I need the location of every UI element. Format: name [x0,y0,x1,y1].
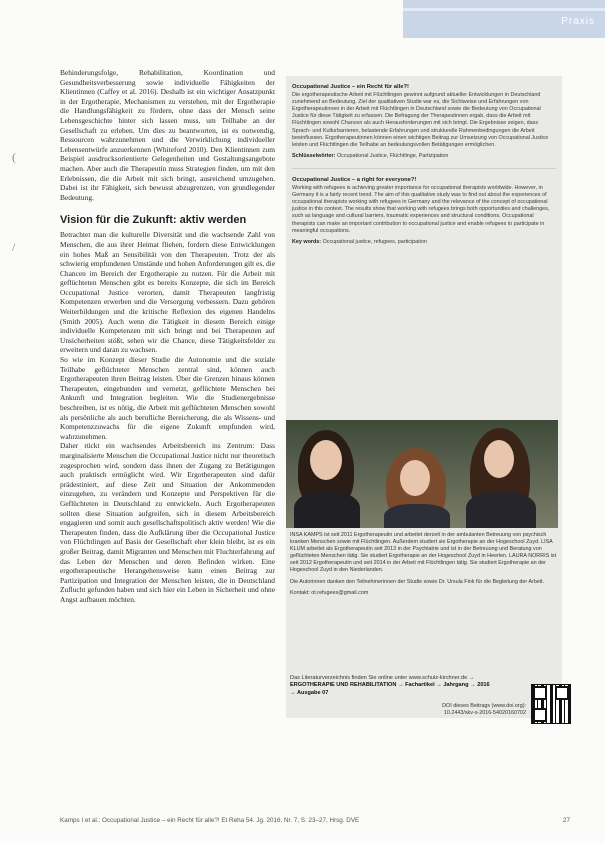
doi-label: DOI dieses Beitrags (www.doi.org): [442,703,526,709]
author-bio-text: INSA KAMPS ist seit 2011 Ergotherapeutin und arbeitet derzeit in der ambulanten Betreuung von psychisch kranken Menschen sowie mit Flüchtlingen. Außerdem studiert sie Ergotherapie an der Hogeschool Zuyd. LISA KLUM arbeitet als Ergotherapeutin seit 2013 in der Psychiatrie und ist in der Betreuung und Beratung von geflüchteten Menschen tätig. Sie studiert Ergotherapie an der Hogeschool Zuyd in Heerlen. LAURA NORRIS ist seit 2012 Ergotherapeutin und seit 2014 in der Arbeit mit Flüchtlingen tätig. Sie studiert Ergotherapie an der Hogeschool Zuyd in den Niederlanden. [290,532,557,574]
doi-value: 10.2443/skv-s-2016-54020160702 [443,710,526,716]
margin-mark: / [12,240,16,254]
body-paragraph: Daher rückt ein wachsendes Arbeitsbereich ins Zentrum: Dass marginalisierte Menschen die Occupational Justice nicht nur theoretisch zugesprochen wird, sondern dass ihnen der Zugang zu Betätigungen auch praktisch ermöglicht wird. Wir Ergotherapeuten sind dafür prädestiniert, auf diese Zeit und Situation der Ankommenden einzugehen, zu verändern und Konzepte und Perspektiven für die Geflüchteten in Deutschland zu entwickeln. Auch Ergotherapeuten sollten diese Situation aufgreifen, sich in diesem Arbeitsbereich engagieren und somit auch gesellschaftspolitisch aktiv werden! Wie die Therapeuten finden, dass die Aufklärung über die Occupational Justice von Flüchtlingen auf Basis der Gesellschaft eher klein bleibt, ist es ein großer Beitrag, damit Migranten und Menschen mit Fluchterfahrung auf das Leben der Menschen und deren Befinden wirken. Eine ergotherapeutische Herangehensweise kann einen Beitrag zur Partizipation und Integration der Menschen leisten, die in Deutschland Zuflucht gefunden haben und sich hier ein Leben in Sicherheit und ohne Angst aufbauen möchten. [60,441,275,604]
keywords-value-en: Occupational justice, refugees, participation [322,238,427,245]
page-footer [60,817,570,824]
margin-mark: ( [12,150,16,164]
author-bios [290,532,558,597]
section-heading: Vision für die Zukunft: aktiv werden [60,214,247,227]
doi-block [380,703,526,717]
abstract-title-de: Occupational Justice – ein Recht für alle?! [292,84,409,90]
divider [292,168,556,169]
author-photo [286,420,558,528]
body-paragraph: So wie im Konzept dieser Studie die Autonomie und die soziale Teilhabe geflüchteter Menschen zentral sind, können auch Ergotherapeuten ihren Beitrag leisten. Über die Grenzen hinaus können Therapeuten, eingebunden und vernetzt, geflüchtete Menschen bei Ankunft und Integration begleiten. Wie die Studienergebnisse beschreiben, ist es nötig, die Arbeit mit geflüchteten Menschen sowohl als persönliche als auch berufliche Bereicherung, die als Wissens- und Kompetenzzuwachs für die eigene Zukunft empfunden wird, wahrzunehmen. [60,355,275,441]
abstract-text-en: Working with refugees is achieving greater importance for occupational therapists worldwide. However, in Germany it is a fairly recent trend. The aim of this qualitative study was to find out about the experiences of occupational therapists working with refugees in Germany and the relevance of the concept of occupational justice in this context. The results show that working with refugees brings both opportunities and challenges, such as language and cultural barriers, traumatic experiences and structural conditions. Occupational therapists can make an important contribution to occupational justice and enable refugees to participate in meaningful occupations. [292,185,550,234]
contact-email: Kontakt: ot.refugees@gmail.com [290,589,369,596]
section-header-tab [403,0,605,38]
author-note: Die Autorinnen danken den Teilnehmerinnen der Studie sowie Dr. Ursula Fink für die Begleitung der Arbeit. [290,578,545,585]
literature-note [290,675,490,697]
abstract-box [286,76,562,718]
keywords-value-de: Occupational Justice, Flüchtlinge, Partizipation [336,152,449,159]
body-paragraph: Betrachtet man die kulturelle Diversität und die wachsende Zahl von Menschen, die aus ihrer Heimat fliehen, fordern diese Entwicklungen ein hohes Maß an Sensibilität von den Therapeuten. Trotz der als schwierig empfundenen Umstände und hohen Anforderungen gilt es, die Chancen im Bereich der Ergotherapie zu nutzen. Für die Arbeit mit geflüchteten Menschen gibt es bereits Konzepte, die sich im Bereich Occupational Justice verorten, damit Therapeuten langfristig Kompetenzen erwerben und die Versorgung verbessern. Dazu gehören Weiterbildungen und die kritische Reflexion des eigenen Handelns (Smith 2005). Auch wenn die Tätigkeit in diesem Bereich einige individuelle Kompetenzen mit sich bringt und bei Therapeuten auf Unsicherheiten stößt, sehen wir die Chance, diese Tätigkeitsfelder zu erweitern und daran zu wachsen. [60,230,275,355]
keywords-label-de: Schlüsselwörter: [292,152,336,159]
page-number: 27 [562,817,570,824]
section-title: Praxis [561,16,595,27]
qr-code-icon [531,684,571,724]
header-rule [403,8,605,11]
abstract-title-en: Occupational Justice – a right for everyone?! [292,176,417,183]
keywords-label-en: Key words: [292,238,322,245]
main-text-column [60,68,275,768]
body-paragraph: Behinderungsfolge, Rehabilitation, Koordination und Gesundheitsverbesserung sowie individuelle Fähigkeiten der Klientinnen (Caffey et al. 2016). Deshalb ist ein wichtiger Ansatzpunkt in der Ergotherapie, Mechanismen zu verstehen, mit der Ergotherapie die Handlungsfähigkeit zu fördern, ohne dass der Mensch seine Lebensgeschichte hinter sich lassen muss, um Teilhabe an der Gesellschaft zu erleben. Um dies zu beantworten, ist es notwendig, Ressourcen wahrzunehmen und die Verwirklichung individueller Lebensentwürfe anzuerkennen (Whiteford 2010). Den Klientinnen zum Beispiel ausdrucksorientierte Gelegenheiten und Gestaltungsangebote machen. Aber auch die Therapeutin muss Strategien finden, um mit den Erlebnissen, die die Arbeit mit sich bringt, ausreichend umzugehen. Dabei ist ihr Fähigkeit, sich bewusst abzugrenzen, von grundlegender Bedeutung. [60,68,275,202]
literature-text: Das Literaturverzeichnis finden Sie online unter www.schulz-kirchner.de → [290,675,475,681]
abstract-text-de: Die ergotherapeutische Arbeit mit Flüchtlingen gewinnt aufgrund aktueller Entwicklungen in Deutschland zunehmend an Bedeutung. Ziel der qualitativen Studie war es, die Sichtweise und Erfahrungen von Ergotherapeutinnen in der Arbeit mit Flüchtlingen in Deutschland sowie die Bedeutung von Occupational Justice für diese Tätigkeit zu erfassen. Die Befragung der Therapeutinnen ergab, dass die Arbeit mit Flüchtlingen sowohl Chancen als auch Herausforderungen mit sich bringt. Die Ergebnisse zeigen, dass Sprach- und Kulturbarrieren, belastende Erfahrungen und strukturelle Rahmenbedingungen die Arbeit beeinflussen. Ergotherapeutinnen können einen wichtigen Beitrag zur Umsetzung von Occupational Justice leisten und Flüchtlingen die Teilhabe an bedeutungsvollen Betätigungen ermöglichen. [292,92,549,148]
citation-line: Kamps I et al.: Occupational Justice – ein Recht für alle?! Et Reha 54. Jg. 2016, Nr. 7, S. 23–27, Hrsg. DVE [60,817,360,824]
keywords-en [292,239,556,246]
keywords-de [292,153,556,160]
literature-path: ERGOTHERAPIE UND REHABILITATION → Fachartikel → Jahrgang → 2016 → Ausgabe 07 [290,682,490,696]
